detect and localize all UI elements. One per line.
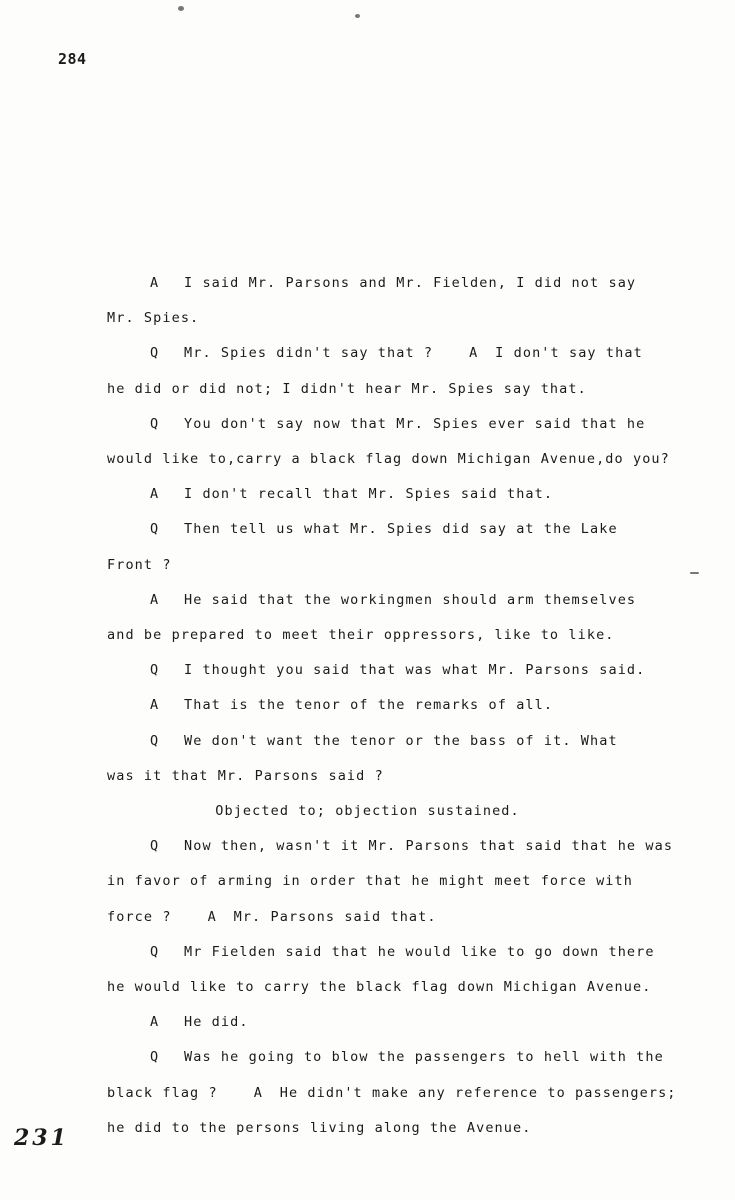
scan-speck: [178, 6, 184, 11]
handwritten-margin-note: 231: [14, 1125, 69, 1151]
line-text: I said Mr. Parsons and Mr. Fielden, I did not say: [184, 275, 637, 291]
line-text: Mr. Spies.: [107, 310, 200, 326]
transcript-line: [150, 591, 636, 609]
speaker-label: A: [150, 697, 160, 713]
transcript-line: [150, 943, 655, 961]
speaker-label: A: [150, 275, 160, 291]
speaker-label: A: [207, 909, 217, 925]
speaker-label: Q: [150, 1049, 160, 1065]
transcript-line: [107, 767, 384, 785]
transcript-line: [107, 1119, 531, 1137]
line-text: Mr Fielden said that he would like to go down there: [184, 944, 655, 960]
speaker-label: A: [253, 1085, 263, 1101]
transcript-line: [150, 837, 673, 855]
scan-speck: [355, 14, 360, 18]
transcript-line: [107, 626, 615, 644]
transcript-line: [150, 661, 645, 679]
speaker-label: Q: [150, 838, 160, 854]
transcript-line: [150, 1048, 664, 1066]
line-text: he did or did not; I didn't hear Mr. Spies say that.: [107, 381, 587, 397]
line-text: I don't say that: [495, 345, 643, 361]
line-text: and be prepared to meet their oppressors, like to like.: [107, 627, 615, 643]
transcript-line: [150, 344, 643, 362]
speaker-label: A: [150, 1014, 160, 1030]
speaker-label: Q: [150, 944, 160, 960]
speaker-label: A: [469, 345, 479, 361]
line-text: He did.: [184, 1014, 249, 1030]
speaker-label: Q: [150, 521, 160, 537]
line-text: Now then, wasn't it Mr. Parsons that said that he was: [184, 838, 674, 854]
transcript-line: [107, 872, 633, 890]
speaker-label: Q: [150, 662, 160, 678]
page-number: 284: [58, 50, 87, 68]
transcript-line: [107, 978, 651, 996]
line-text: force ?: [107, 909, 172, 925]
speaker-label: Q: [150, 733, 160, 749]
line-text: Then tell us what Mr. Spies did say at the Lake: [184, 521, 618, 537]
transcript-line: [107, 1084, 677, 1102]
line-text: Front ?: [107, 557, 172, 573]
line-text: You don't say now that Mr. Spies ever said that he: [184, 416, 646, 432]
line-text: I thought you said that was what Mr. Parsons said.: [184, 662, 646, 678]
line-text: We don't want the tenor or the bass of it. What: [184, 733, 618, 749]
speaker-label: A: [150, 486, 160, 502]
line-text: he did to the persons living along the Avenue.: [107, 1120, 532, 1136]
transcript-line: [107, 309, 199, 327]
speaker-label: Q: [150, 345, 160, 361]
line-text: Mr. Parsons said that.: [233, 909, 437, 925]
transcript-line: [150, 696, 553, 714]
ruling-line: Objected to; objection sustained.: [215, 803, 520, 819]
line-text: was it that Mr. Parsons said ?: [107, 768, 384, 784]
speaker-label: A: [150, 592, 160, 608]
transcript-line: [150, 1013, 249, 1031]
line-text: Was he going to blow the passengers to hell with the: [184, 1049, 664, 1065]
transcript-line: [150, 274, 636, 292]
transcript-line: [150, 520, 618, 538]
transcript-line: [150, 415, 645, 433]
line-text: He didn't make any reference to passengers;: [279, 1085, 677, 1101]
line-text: He said that the workingmen should arm themselves: [184, 592, 637, 608]
line-text: would like to,carry a black flag down Michigan Avenue,do you?: [107, 451, 670, 467]
line-text: black flag ?: [107, 1085, 218, 1101]
line-text: That is the tenor of the remarks of all.: [184, 697, 554, 713]
line-text: he would like to carry the black flag down Michigan Avenue.: [107, 979, 652, 995]
transcript-line: [107, 556, 172, 574]
scan-speck: [690, 572, 699, 574]
speaker-label: Q: [150, 416, 160, 432]
line-text: I don't recall that Mr. Spies said that.: [184, 486, 554, 502]
transcript-line: [107, 908, 437, 926]
line-text: Mr. Spies didn't say that ?: [184, 345, 434, 361]
line-text: in favor of arming in order that he might meet force with: [107, 873, 633, 889]
transcript-line: [107, 450, 670, 468]
transcript-line: [107, 380, 587, 398]
transcript-line: [150, 732, 618, 750]
transcript-line: [150, 485, 553, 503]
